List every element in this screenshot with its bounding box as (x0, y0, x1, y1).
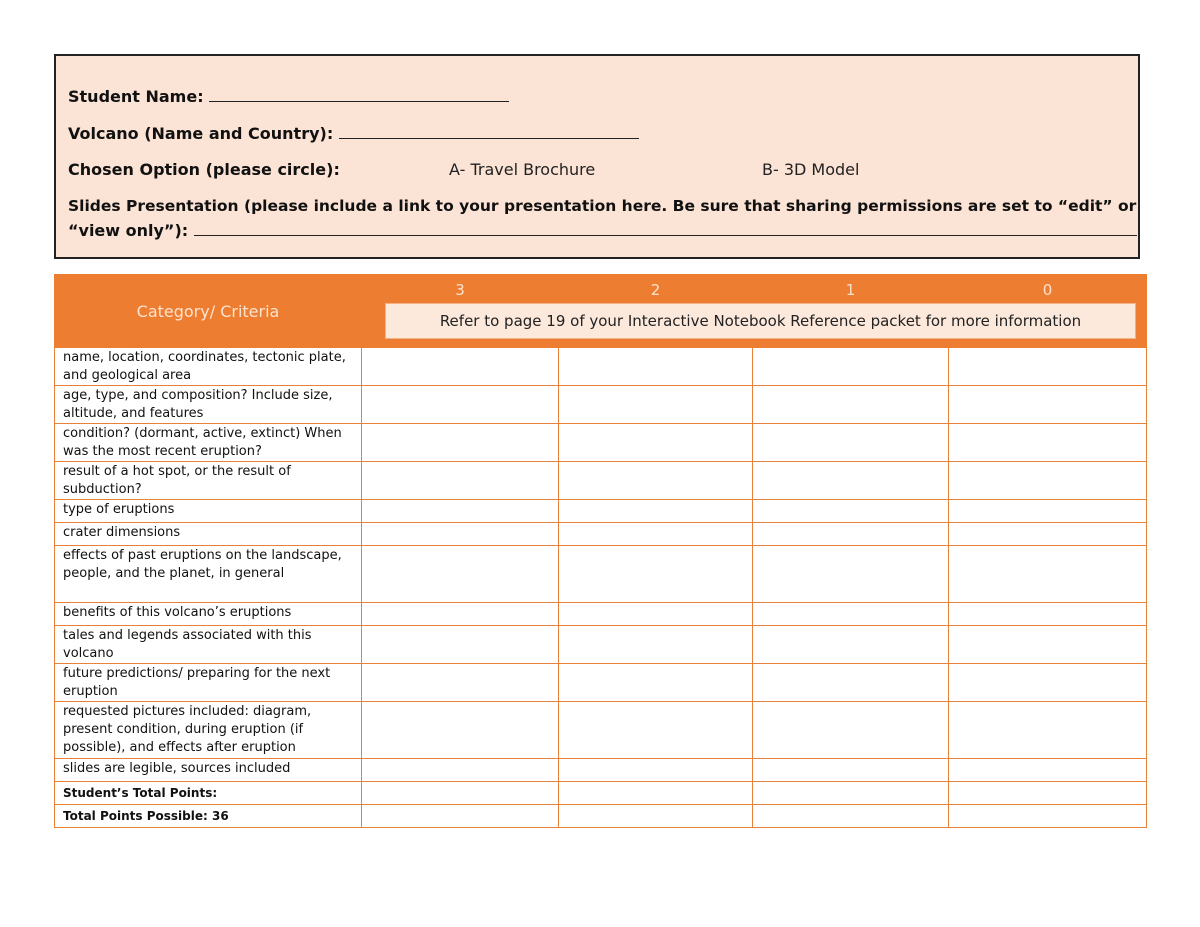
score-cell[interactable] (949, 462, 1147, 500)
score-header-2: 2 (559, 275, 753, 300)
chosen-option-row (68, 160, 340, 179)
student-name-field[interactable] (209, 87, 509, 102)
slides-label-line1: Slides Presentation (please include a link to your presentation here. Be sure that sharing permissions are set to “edit” or (68, 197, 1137, 215)
criterion-cell: tales and legends associated with this volcano (55, 626, 362, 664)
score-cell[interactable] (362, 782, 559, 805)
score-cell[interactable] (362, 805, 559, 828)
reference-note: Refer to page 19 of your Interactive Notebook Reference packet for more information (385, 303, 1136, 339)
criterion-cell: benefits of this volcano’s eruptions (55, 603, 362, 626)
student-name-label: Student Name: (68, 87, 204, 106)
table-row (55, 500, 1147, 523)
score-cell[interactable] (949, 805, 1147, 828)
total-possible-label: Total Points Possible: 36 (55, 805, 362, 828)
score-cell[interactable] (559, 626, 753, 664)
score-header-3: 3 (362, 275, 559, 300)
score-cell[interactable] (949, 523, 1147, 546)
score-cell[interactable] (559, 500, 753, 523)
table-row (55, 702, 1147, 759)
score-cell[interactable] (949, 664, 1147, 702)
option-b-3d-model[interactable]: B- 3D Model (762, 160, 860, 179)
table-row (55, 424, 1147, 462)
score-cell[interactable] (949, 759, 1147, 782)
criterion-cell: slides are legible, sources included (55, 759, 362, 782)
score-cell[interactable] (949, 348, 1147, 386)
volcano-row (68, 124, 639, 143)
table-row (55, 759, 1147, 782)
score-cell[interactable] (559, 424, 753, 462)
score-cell[interactable] (753, 805, 949, 828)
score-cell[interactable] (753, 386, 949, 424)
score-cell[interactable] (753, 603, 949, 626)
table-row-total-possible (55, 805, 1147, 828)
score-cell[interactable] (362, 424, 559, 462)
score-cell[interactable] (362, 500, 559, 523)
slides-label-line2: “view only”): (68, 221, 189, 240)
score-cell[interactable] (559, 702, 753, 759)
table-row (55, 348, 1147, 386)
score-cell[interactable] (753, 702, 949, 759)
score-cell[interactable] (949, 386, 1147, 424)
score-header-1: 1 (753, 275, 949, 300)
slides-row (68, 221, 1137, 240)
score-cell[interactable] (362, 546, 559, 603)
score-cell[interactable] (949, 782, 1147, 805)
criterion-cell: crater dimensions (55, 523, 362, 546)
score-cell[interactable] (559, 546, 753, 603)
score-cell[interactable] (559, 523, 753, 546)
criterion-cell: age, type, and composition? Include size, altitude, and features (55, 386, 362, 424)
score-cell[interactable] (753, 782, 949, 805)
score-cell[interactable] (362, 702, 559, 759)
table-row (55, 546, 1147, 603)
score-cell[interactable] (362, 348, 559, 386)
score-cell[interactable] (362, 664, 559, 702)
score-cell[interactable] (949, 546, 1147, 603)
score-cell[interactable] (753, 500, 949, 523)
table-row (55, 462, 1147, 500)
criterion-cell: result of a hot spot, or the result of subduction? (55, 462, 362, 500)
score-cell[interactable] (362, 523, 559, 546)
criterion-cell: type of eruptions (55, 500, 362, 523)
score-cell[interactable] (949, 626, 1147, 664)
score-cell[interactable] (559, 782, 753, 805)
volcano-field[interactable] (339, 124, 639, 139)
score-cell[interactable] (559, 805, 753, 828)
score-cell[interactable] (559, 462, 753, 500)
students-total-label: Student’s Total Points: (55, 782, 362, 805)
criterion-cell: requested pictures included: diagram, present condition, during eruption (if possible), and effects after eruption (55, 702, 362, 759)
table-row (55, 603, 1147, 626)
option-a-travel-brochure[interactable]: A- Travel Brochure (449, 160, 596, 179)
rubric-table (54, 274, 1147, 828)
slides-link-field[interactable] (194, 221, 1137, 236)
criterion-cell: name, location, coordinates, tectonic plate, and geological area (55, 348, 362, 386)
criterion-cell: future predictions/ preparing for the next eruption (55, 664, 362, 702)
score-cell[interactable] (362, 626, 559, 664)
score-cell[interactable] (949, 424, 1147, 462)
reference-note-cell (362, 300, 1147, 348)
score-cell[interactable] (949, 603, 1147, 626)
score-cell[interactable] (753, 626, 949, 664)
table-row (55, 626, 1147, 664)
score-cell[interactable] (753, 759, 949, 782)
table-row (55, 523, 1147, 546)
score-cell[interactable] (362, 759, 559, 782)
score-cell[interactable] (753, 462, 949, 500)
table-row (55, 664, 1147, 702)
criterion-cell: condition? (dormant, active, extinct) When was the most recent eruption? (55, 424, 362, 462)
chosen-option-label: Chosen Option (please circle): (68, 160, 340, 179)
score-header-0: 0 (949, 275, 1147, 300)
score-cell[interactable] (753, 523, 949, 546)
student-name-row (68, 87, 509, 106)
score-cell[interactable] (559, 664, 753, 702)
score-cell[interactable] (949, 500, 1147, 523)
score-cell[interactable] (949, 702, 1147, 759)
score-cell[interactable] (559, 603, 753, 626)
table-row-students-total (55, 782, 1147, 805)
score-cell[interactable] (362, 462, 559, 500)
score-cell[interactable] (362, 603, 559, 626)
score-cell[interactable] (559, 386, 753, 424)
score-cell[interactable] (559, 759, 753, 782)
category-header: Category/ Criteria (55, 275, 362, 348)
score-cell[interactable] (753, 546, 949, 603)
score-cell[interactable] (753, 664, 949, 702)
score-cell[interactable] (753, 348, 949, 386)
score-cell[interactable] (753, 424, 949, 462)
student-info-box (54, 54, 1140, 259)
criterion-cell: effects of past eruptions on the landscape, people, and the planet, in general (55, 546, 362, 603)
table-row (55, 386, 1147, 424)
volcano-label: Volcano (Name and Country): (68, 124, 334, 143)
score-cell[interactable] (362, 386, 559, 424)
score-cell[interactable] (559, 348, 753, 386)
